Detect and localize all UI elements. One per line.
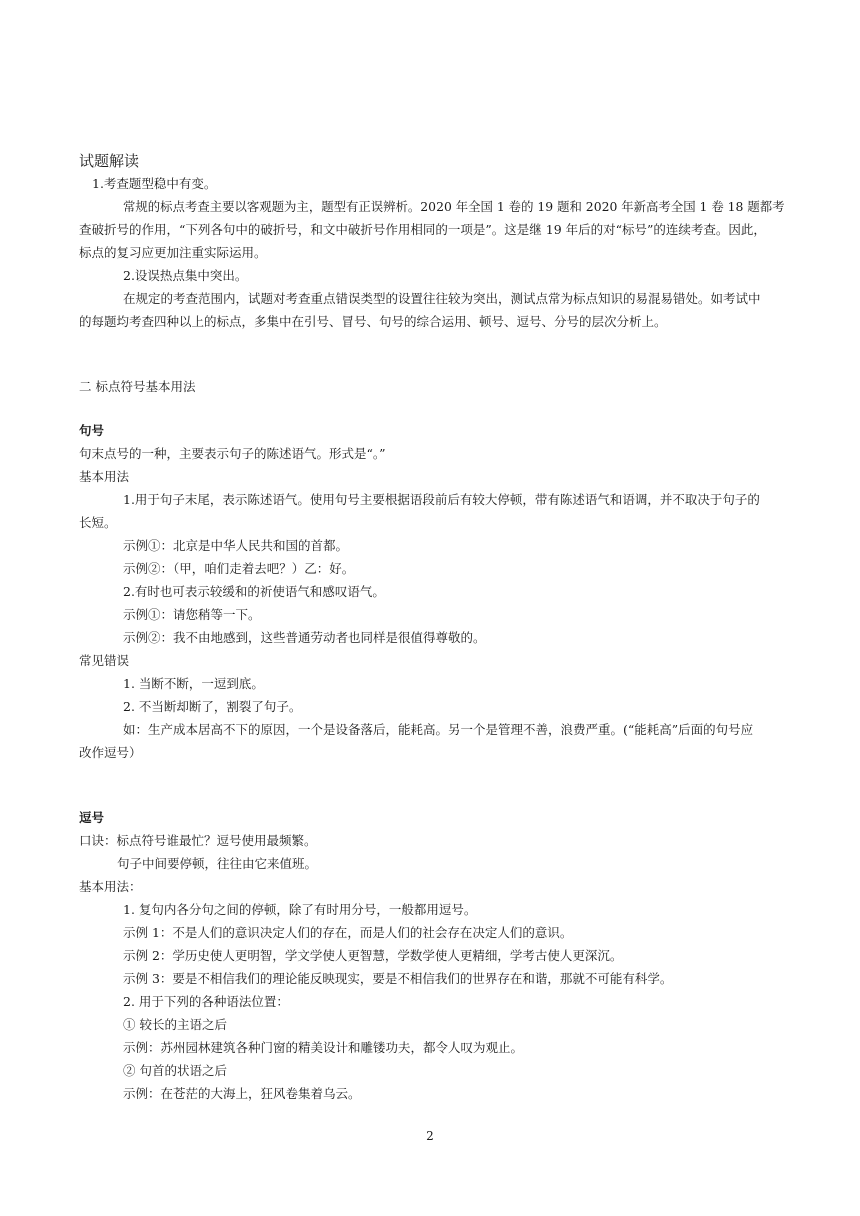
comma-heading: 逗号 (79, 810, 105, 825)
intro-paragraph-2-line-2: 的每题均考查四种以上的标点，多集中在引号、冒号、句号的综合运用、顿号、逗号、分号的层次分析上。 (79, 314, 667, 329)
comma-example-3: 示例 3：要是不相信我们的理论能反映现实，要是不相信我们的世界存在和谐，那就不可能有科学。 (123, 971, 673, 986)
comma-case-1-example: 示例：苏州园林建筑各种门窗的精美设计和雕镂功夫，都令人叹为观止。 (123, 1040, 524, 1055)
comma-case-1: ① 较长的主语之后 (123, 1017, 227, 1032)
period-example-1: 示例①：北京是中华人民共和国的首都。 (123, 538, 349, 553)
period-example-2: 示例②：（甲，咱们走着去吧？）乙：好。 (123, 561, 355, 576)
intro-paragraph-2-line-1: 在规定的考查范围内，试题对考查重点错误类型的设置往往较为突出，测试点常为标点知识的易混易错处。如考试中 (123, 291, 761, 306)
period-error-example-line-2: 改作逗号） (79, 745, 142, 760)
comma-example-1: 示例 1：不是人们的意识决定人们的存在，而是人们的社会存在决定人们的意识。 (123, 925, 573, 940)
intro-title: 试题解读 (79, 152, 140, 170)
period-heading: 句号 (79, 423, 105, 438)
period-definition: 句末点号的一种，主要表示句子的陈述语气。形式是“。” (79, 446, 386, 461)
comma-case-2-example: 示例：在苍茫的大海上，狂风卷集着乌云。 (123, 1086, 361, 1101)
intro-paragraph-1-line-1: 常规的标点考查主要以客观题为主，题型有正误辨析。2020 年全国 1 卷的 19 题和 2020 年新高考全国 1 卷 18 题都考 (123, 199, 785, 214)
comma-basic-usage-label: 基本用法： (79, 879, 142, 894)
period-example-3: 示例①：请您稍等一下。 (123, 607, 261, 622)
comma-usage-1: 1. 复句内各分句之间的停顿，除了有时用分号，一般都用逗号。 (123, 902, 477, 917)
comma-case-2: ② 句首的状语之后 (123, 1063, 227, 1078)
intro-item-2: 2.设误热点集中突出。 (123, 268, 248, 283)
period-usage-2: 2.有时也可表示较缓和的祈使语气和感叹语气。 (123, 584, 385, 599)
comma-usage-2: 2. 用于下列的各种语法位置： (123, 994, 289, 1009)
comma-rhyme-line-2: 句子中间要停顿，往往由它来值班。 (117, 856, 318, 871)
page-number: 2 (426, 1129, 434, 1143)
intro-paragraph-1-line-2: 查破折号的作用，“下列各句中的破折号，和文中破折号作用相同的一项是”。这是继 19 年后的对“标号”的连续考查。因此， (79, 222, 766, 237)
intro-paragraph-1-line-3: 标点的复习应更加注重实际运用。 (79, 245, 267, 260)
period-basic-usage-label: 基本用法 (79, 469, 130, 484)
period-usage-1-line-2: 长短。 (79, 515, 117, 530)
period-common-errors-label: 常见错误 (79, 653, 130, 668)
period-error-2: 2. 不当断却断了，割裂了句子。 (123, 699, 302, 714)
comma-example-2: 示例 2：学历史使人更明智，学文学使人更智慧，学数学使人更精细，学考古使人更深沉。 (123, 948, 623, 963)
period-error-1: 1. 当断不断，一逗到底。 (123, 676, 264, 691)
section-2-heading: 二 标点符号基本用法 (79, 379, 196, 394)
comma-rhyme-line-1: 口诀：标点符号谁最忙？逗号使用最频繁。 (79, 833, 317, 848)
period-example-4: 示例②：我不由地感到，这些普通劳动者也同样是很值得尊敬的。 (123, 630, 486, 645)
intro-item-1: 1.考查题型稳中有变。 (92, 176, 217, 191)
period-usage-1-line-1: 1.用于句子末尾，表示陈述语气。使用句号主要根据语段前后有较大停顿，带有陈述语气和语调，并不取决于句子的 (123, 492, 760, 507)
period-error-example-line-1: 如：生产成本居高不下的原因，一个是设备落后，能耗高。另一个是管理不善，浪费严重。(“能耗高”后面的句号应 (123, 722, 754, 737)
